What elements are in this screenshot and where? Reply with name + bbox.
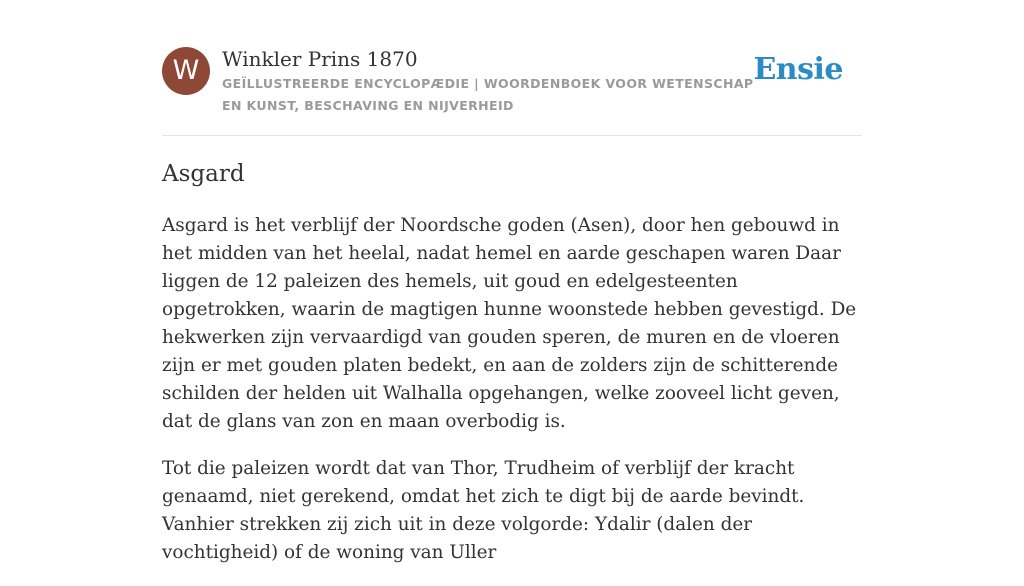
source-title[interactable]: Winkler Prins 1870 [222, 47, 418, 71]
article-paragraph: Tot die paleizen wordt dat van Thor, Trudheim of verblijf der kracht genaamd, niet gerekend, omdat het zich te digt bij de aarde bevindt. Vanhier strekken zij zich uit in deze volgorde: Ydalir (dalen der vochtigheid) of de woning van Uller [162, 458, 805, 563]
source-avatar[interactable]: W [162, 47, 210, 95]
header-divider [162, 135, 862, 136]
article-paragraph: Asgard is het verblijf der Noordsche goden (Asen), door hen gebouwd in het midden van het heelal, nadat hemel en aarde geschapen waren Daar liggen de 12 paleizen des hemels, uit goud en edelgesteenten opgetrokken, waarin de magtigen hunne woonstede hebben gevestigd. De hekwerken zijn vervaardigd van gouden speren, de muren en de vloeren zijn er met gouden platen bedekt, en aan de zolders zijn de schitterende schilden der helden uit Walhalla opgehangen, welke zooveel licht geven, dat de glans van zon en maan overbodig is. [162, 215, 857, 432]
article-title: Asgard [162, 161, 245, 187]
source-header [162, 44, 862, 136]
article-body [162, 212, 864, 586]
source-subtitle: GEÏLLUSTREERDE ENCYCLOPÆDIE | WOORDENBOEK VOOR WETENSCHAP EN KUNST, BESCHAVING EN NIJVERHEID [222, 76, 754, 113]
ensie-logo[interactable]: Ensie [753, 52, 843, 87]
